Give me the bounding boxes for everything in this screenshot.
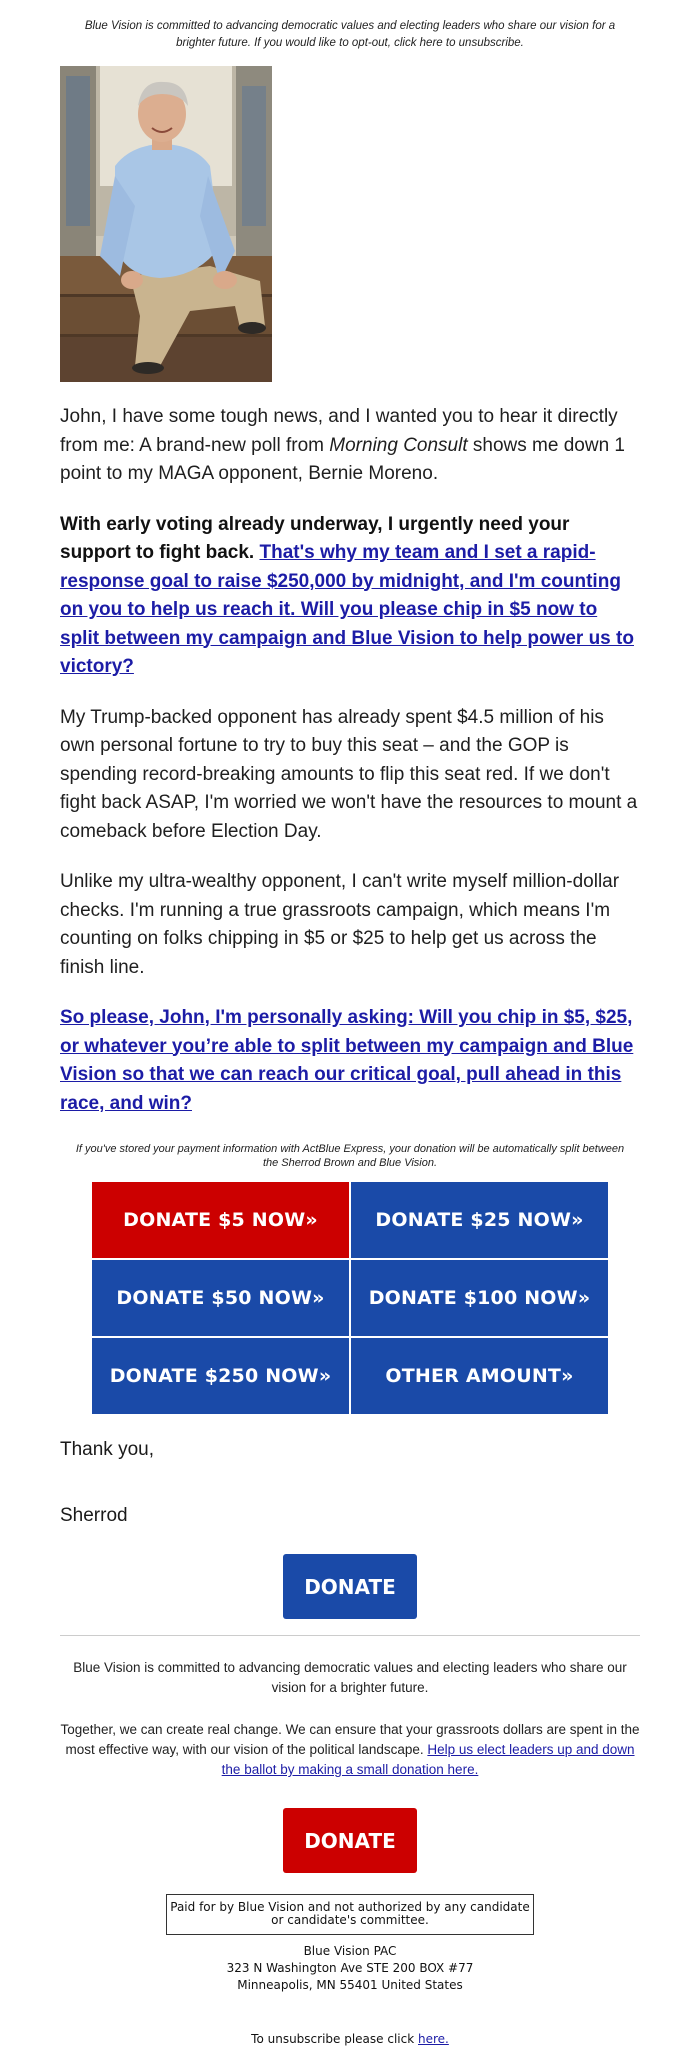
- paid-for-disclaimer: Paid for by Blue Vision and not authorized by any candidate or candidate's committee.: [166, 1894, 534, 1935]
- unsubscribe-text: To unsubscribe please click: [251, 2032, 418, 2046]
- unsubscribe-link[interactable]: here.: [417, 2032, 449, 2046]
- footer-together-text: Together, we can create real change. We can ensure that your grassroots dollars are spent in the most effective way, with our vision of the political landscape.: [60, 1722, 640, 1757]
- preheader-line-2[interactable]: [60, 35, 640, 52]
- donate-250-button[interactable]: DONATE $250 NOW»: [92, 1338, 349, 1414]
- address-line-1: 323 N Washington Ave STE 200 BOX #77: [226, 1961, 474, 1975]
- donate-50-button[interactable]: DONATE $50 NOW»: [92, 1260, 349, 1336]
- opt-out-link[interactable]: brighter future. If you would like to opt-out, click here to unsubscribe.: [176, 37, 524, 49]
- donate-5-button[interactable]: DONATE $5 NOW»: [92, 1182, 349, 1258]
- paragraph-4: Unlike my ultra-wealthy opponent, I can't write myself million-dollar checks. I'm running a true grassroots campaign, which means I'm counting on folks chipping in $5 or $25 to help get us across the finish line.: [60, 871, 620, 978]
- donate-primary-button[interactable]: DONATE: [283, 1554, 417, 1619]
- candidate-photo: [60, 66, 272, 382]
- signoff-thanks: Thank you,: [60, 1439, 154, 1460]
- donate-footer-button[interactable]: DONATE: [283, 1808, 417, 1873]
- other-amount-button[interactable]: OTHER AMOUNT»: [351, 1338, 608, 1414]
- paragraph-5: [60, 1004, 640, 1118]
- paragraph-1: [60, 403, 640, 489]
- paragraph-2-bold: With early voting already underway, I urgently need your support to fight back.: [60, 513, 570, 563]
- paragraph-5-donate-link[interactable]: So please, John, I'm personally asking: Will you chip in $5, $25, or whatever you’re able to split between my campaign and Blue Vision so that we can reach our critical goal, pull ahead in this race, and win?: [60, 1007, 634, 1114]
- email-body: [60, 66, 640, 2046]
- signoff-name: Sherrod: [60, 1505, 128, 1526]
- donate-button-grid: [92, 1182, 608, 1414]
- preheader-line-1: Blue Vision is committed to advancing democratic values and electing leaders who share our vision for a: [84, 20, 616, 32]
- paragraph-1-text-b: shows me down 1 point to my MAGA opponent, Bernie Moreno.: [60, 434, 625, 484]
- paragraph-2: [60, 511, 640, 682]
- footer-together: [60, 1720, 640, 1780]
- paragraph-3: My Trump-backed opponent has already spent $4.5 million of his own personal fortune to try to buy this seat – and the GOP is spending record-breaking amounts to flip this seat red. If we don't fight back ASAP, I'm worried we won't have the resources to mount a comeback before Election Day.: [60, 706, 638, 842]
- candidate-photo-illustration: [60, 66, 272, 382]
- paragraph-1-poll-name: Morning Consult: [329, 434, 468, 456]
- paragraph-1-text-a: John, I have some tough news, and I wanted you to hear it directly from me: A brand-new poll from: [60, 406, 618, 456]
- preheader: [60, 0, 640, 52]
- actblue-note: If you've stored your payment information with ActBlue Express, your donation will be automatically split between the Sherrod Brown and Blue Vision.: [75, 1143, 625, 1169]
- donate-100-button[interactable]: DONATE $100 NOW»: [351, 1260, 608, 1336]
- paragraph-2-donate-link[interactable]: That's why my team and I set a rapid-response goal to raise $250,000 by midnight, and I'm counting on you to help us reach it. Will you please chip in $5 now to split between my campaign and Blue Vision to help power us to victory?: [60, 542, 634, 677]
- footer-donate-link[interactable]: Help us elect leaders up and down the ballot by making a small donation here.: [221, 1742, 635, 1777]
- org-name: Blue Vision PAC: [303, 1944, 397, 1958]
- donate-25-button[interactable]: DONATE $25 NOW»: [351, 1182, 608, 1258]
- footer-mission: Blue Vision is committed to advancing democratic values and electing leaders who share our vision for a brighter future.: [73, 1660, 627, 1695]
- footer-divider: [60, 1635, 640, 1636]
- mailing-address: [60, 1943, 640, 1994]
- address-line-2: Minneapolis, MN 55401 United States: [237, 1978, 463, 1992]
- unsubscribe-line: [60, 2032, 640, 2046]
